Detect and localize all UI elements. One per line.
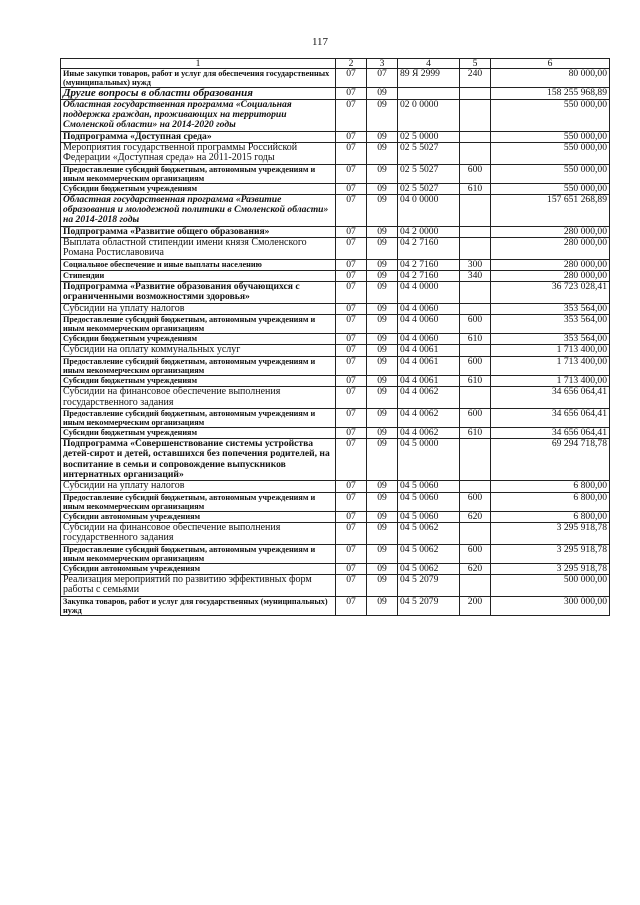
target-article-cell: 04 5 0000 (398, 439, 460, 481)
section-code-cell: 07 (336, 183, 367, 194)
section-code-cell: 07 (336, 574, 367, 596)
table-row (61, 69, 610, 88)
subsection-code-cell: 09 (367, 142, 398, 164)
amount-cell: 1 713 400,00 (491, 375, 610, 386)
row-name-cell: Подпрограмма «Доступная среда» (61, 131, 336, 142)
target-article-cell: 04 4 0061 (398, 356, 460, 375)
row-name-cell: Субсидии на финансовое обеспечение выполнения государственного задания (61, 522, 336, 544)
section-code-cell: 07 (336, 142, 367, 164)
section-code-cell: 07 (336, 375, 367, 386)
subsection-code-cell: 09 (367, 596, 398, 615)
row-name-cell: Субсидии бюджетным учреждениям (61, 375, 336, 386)
subsection-code-cell: 09 (367, 522, 398, 544)
section-code-cell: 07 (336, 409, 367, 428)
target-article-cell: 04 5 0062 (398, 544, 460, 563)
table-row (61, 195, 610, 227)
column-header: 1 (61, 59, 336, 69)
expense-type-cell (460, 226, 491, 237)
table-row (61, 303, 610, 315)
expense-type-cell: 610 (460, 375, 491, 386)
budget-table (60, 58, 610, 616)
target-article-cell: 04 4 0061 (398, 375, 460, 386)
section-code-cell: 07 (336, 271, 367, 282)
row-name-cell: Предоставление субсидий бюджетным, автономным учреждениям и иным некоммерческим организациям (61, 544, 336, 563)
expense-type-cell: 610 (460, 428, 491, 439)
table-row (61, 544, 610, 563)
target-article-cell: 89 Я 2999 (398, 69, 460, 88)
amount-cell: 550 000,00 (491, 131, 610, 142)
column-header: 4 (398, 59, 460, 69)
expense-type-cell: 300 (460, 259, 491, 270)
subsection-code-cell: 09 (367, 282, 398, 303)
row-name-cell: Предоставление субсидий бюджетным, автономным учреждениям и иным некоммерческим организациям (61, 356, 336, 375)
expense-type-cell: 600 (460, 409, 491, 428)
amount-cell: 157 651 268,89 (491, 195, 610, 227)
amount-cell: 1 713 400,00 (491, 345, 610, 357)
table-row (61, 334, 610, 345)
row-name-cell: Субсидии на уплату налогов (61, 303, 336, 315)
section-code-cell: 07 (336, 356, 367, 375)
section-code-cell: 07 (336, 282, 367, 303)
column-header: 6 (491, 59, 610, 69)
amount-cell: 550 000,00 (491, 183, 610, 194)
amount-cell: 6 800,00 (491, 511, 610, 522)
section-code-cell: 07 (336, 259, 367, 270)
row-name-cell: Субсидии на оплату коммунальных услуг (61, 345, 336, 357)
section-code-cell: 07 (336, 131, 367, 142)
section-code-cell: 07 (336, 226, 367, 237)
expense-type-cell (460, 481, 491, 493)
section-code-cell: 07 (336, 596, 367, 615)
row-name-cell: Областная государственная программа «Развитие образования и молодежной политики в Смоленской области» на 2014-2018 годы (61, 195, 336, 227)
subsection-code-cell: 09 (367, 428, 398, 439)
row-name-cell: Социальное обеспечение и иные выплаты населению (61, 259, 336, 270)
column-header: 5 (460, 59, 491, 69)
expense-type-cell: 620 (460, 511, 491, 522)
target-article-cell: 04 4 0062 (398, 428, 460, 439)
table-row (61, 375, 610, 386)
subsection-code-cell: 09 (367, 563, 398, 574)
section-code-cell: 07 (336, 492, 367, 511)
row-name-cell: Мероприятия государственной программы Российской Федерации «Доступная среда» на 2011-2015 годы (61, 142, 336, 164)
target-article-cell: 04 4 0060 (398, 315, 460, 334)
amount-cell: 280 000,00 (491, 237, 610, 259)
row-name-cell: Подпрограмма «Совершенствование системы устройства детей-сирот и детей, оставшихся без попечения родителей, на воспитание в семьи и сопровождение выпускников интернатных организаций» (61, 439, 336, 481)
section-code-cell: 07 (336, 164, 367, 183)
target-article-cell: 04 5 2079 (398, 574, 460, 596)
amount-cell: 6 800,00 (491, 492, 610, 511)
expense-type-cell: 610 (460, 183, 491, 194)
row-name-cell: Подпрограмма «Развитие образования обучающихся с ограниченными возможностями здоровья» (61, 282, 336, 303)
target-article-cell: 04 2 7160 (398, 237, 460, 259)
row-name-cell: Субсидии автономным учреждениям (61, 511, 336, 522)
expense-type-cell: 620 (460, 563, 491, 574)
column-header: 3 (367, 59, 398, 69)
row-name-cell: Закупка товаров, работ и услуг для государственных (муниципальных) нужд (61, 596, 336, 615)
table-row (61, 574, 610, 596)
target-article-cell: 04 5 0060 (398, 511, 460, 522)
table-row (61, 271, 610, 282)
section-code-cell: 07 (336, 522, 367, 544)
table-row (61, 511, 610, 522)
expense-type-cell (460, 131, 491, 142)
expense-type-cell (460, 574, 491, 596)
table-row (61, 563, 610, 574)
row-name-cell: Субсидии на уплату налогов (61, 481, 336, 493)
amount-cell: 34 656 064,41 (491, 387, 610, 409)
target-article-cell (398, 88, 460, 100)
table-row (61, 428, 610, 439)
target-article-cell: 04 5 2079 (398, 596, 460, 615)
section-code-cell: 07 (336, 334, 367, 345)
section-code-cell: 07 (336, 439, 367, 481)
table-row (61, 345, 610, 357)
section-code-cell: 07 (336, 69, 367, 88)
table-row (61, 100, 610, 132)
amount-cell: 353 564,00 (491, 315, 610, 334)
subsection-code-cell: 09 (367, 439, 398, 481)
subsection-code-cell: 09 (367, 183, 398, 194)
expense-type-cell (460, 303, 491, 315)
target-article-cell: 04 2 0000 (398, 226, 460, 237)
expense-type-cell: 600 (460, 492, 491, 511)
section-code-cell: 07 (336, 481, 367, 493)
subsection-code-cell: 09 (367, 574, 398, 596)
section-code-cell: 07 (336, 428, 367, 439)
row-name-cell: Другие вопросы в области образования (61, 88, 336, 100)
row-name-cell: Субсидии на финансовое обеспечение выполнения государственного задания (61, 387, 336, 409)
target-article-cell: 04 5 0060 (398, 481, 460, 493)
amount-cell: 80 000,00 (491, 69, 610, 88)
target-article-cell: 02 5 5027 (398, 164, 460, 183)
row-name-cell: Стипендии (61, 271, 336, 282)
expense-type-cell (460, 237, 491, 259)
expense-type-cell: 200 (460, 596, 491, 615)
target-article-cell: 04 0 0000 (398, 195, 460, 227)
expense-type-cell (460, 522, 491, 544)
subsection-code-cell: 09 (367, 375, 398, 386)
subsection-code-cell: 09 (367, 315, 398, 334)
subsection-code-cell: 09 (367, 345, 398, 357)
section-code-cell: 07 (336, 195, 367, 227)
row-name-cell: Областная государственная программа «Социальная поддержка граждан, проживающих на территории Смоленской области» на 2014-2020 годы (61, 100, 336, 132)
subsection-code-cell: 09 (367, 271, 398, 282)
section-code-cell: 07 (336, 544, 367, 563)
expense-type-cell: 240 (460, 69, 491, 88)
row-name-cell: Предоставление субсидий бюджетным, автономным учреждениям и иным некоммерческим организациям (61, 164, 336, 183)
row-name-cell: Предоставление субсидий бюджетным, автономным учреждениям и иным некоммерческим организациям (61, 492, 336, 511)
row-name-cell: Предоставление субсидий бюджетным, автономным учреждениям и иным некоммерческим организациям (61, 409, 336, 428)
target-article-cell: 04 4 0060 (398, 334, 460, 345)
expense-type-cell (460, 88, 491, 100)
target-article-cell: 04 2 7160 (398, 271, 460, 282)
amount-cell: 300 000,00 (491, 596, 610, 615)
amount-cell: 280 000,00 (491, 271, 610, 282)
section-code-cell: 07 (336, 303, 367, 315)
section-code-cell: 07 (336, 345, 367, 357)
table-row (61, 282, 610, 303)
table-row (61, 439, 610, 481)
table-row (61, 142, 610, 164)
subsection-code-cell: 09 (367, 131, 398, 142)
table-row (61, 492, 610, 511)
row-name-cell: Подпрограмма «Развитие общего образования» (61, 226, 336, 237)
subsection-code-cell: 09 (367, 387, 398, 409)
table-row (61, 409, 610, 428)
expense-type-cell (460, 100, 491, 132)
amount-cell: 36 723 028,41 (491, 282, 610, 303)
subsection-code-cell: 09 (367, 409, 398, 428)
amount-cell: 550 000,00 (491, 164, 610, 183)
section-code-cell: 07 (336, 100, 367, 132)
table-row (61, 356, 610, 375)
amount-cell: 3 295 918,78 (491, 522, 610, 544)
subsection-code-cell: 09 (367, 259, 398, 270)
expense-type-cell: 600 (460, 544, 491, 563)
table-row (61, 183, 610, 194)
target-article-cell: 04 4 0060 (398, 303, 460, 315)
target-article-cell: 04 2 7160 (398, 259, 460, 270)
amount-cell: 550 000,00 (491, 142, 610, 164)
row-name-cell: Реализация мероприятий по развитию эффективных форм работы с семьями (61, 574, 336, 596)
table-row (61, 522, 610, 544)
target-article-cell: 04 5 0062 (398, 522, 460, 544)
subsection-code-cell: 09 (367, 481, 398, 493)
subsection-code-cell: 09 (367, 164, 398, 183)
section-code-cell: 07 (336, 387, 367, 409)
amount-cell: 550 000,00 (491, 100, 610, 132)
column-header: 2 (336, 59, 367, 69)
subsection-code-cell: 09 (367, 226, 398, 237)
subsection-code-cell: 09 (367, 511, 398, 522)
table-row (61, 131, 610, 142)
amount-cell: 3 295 918,78 (491, 544, 610, 563)
table-header-row (61, 59, 610, 69)
table-row (61, 315, 610, 334)
amount-cell: 1 713 400,00 (491, 356, 610, 375)
expense-type-cell: 600 (460, 164, 491, 183)
row-name-cell: Субсидии бюджетным учреждениям (61, 183, 336, 194)
expense-type-cell (460, 439, 491, 481)
section-code-cell: 07 (336, 511, 367, 522)
target-article-cell: 02 5 5027 (398, 183, 460, 194)
subsection-code-cell: 09 (367, 195, 398, 227)
amount-cell: 3 295 918,78 (491, 563, 610, 574)
subsection-code-cell: 09 (367, 544, 398, 563)
target-article-cell: 04 5 0062 (398, 563, 460, 574)
target-article-cell: 04 5 0060 (398, 492, 460, 511)
target-article-cell: 04 4 0062 (398, 409, 460, 428)
amount-cell: 280 000,00 (491, 259, 610, 270)
table-row (61, 237, 610, 259)
amount-cell: 280 000,00 (491, 226, 610, 237)
target-article-cell: 02 5 0000 (398, 131, 460, 142)
table-row (61, 596, 610, 615)
table-row (61, 259, 610, 270)
table-row (61, 226, 610, 237)
expense-type-cell (460, 387, 491, 409)
subsection-code-cell: 09 (367, 492, 398, 511)
table-row (61, 88, 610, 100)
subsection-code-cell: 09 (367, 237, 398, 259)
amount-cell: 6 800,00 (491, 481, 610, 493)
target-article-cell: 04 4 0061 (398, 345, 460, 357)
row-name-cell: Субсидии бюджетным учреждениям (61, 334, 336, 345)
table-row (61, 387, 610, 409)
target-article-cell: 04 4 0062 (398, 387, 460, 409)
section-code-cell: 07 (336, 88, 367, 100)
section-code-cell: 07 (336, 237, 367, 259)
table-row (61, 481, 610, 493)
amount-cell: 500 000,00 (491, 574, 610, 596)
amount-cell: 34 656 064,41 (491, 428, 610, 439)
target-article-cell: 02 0 0000 (398, 100, 460, 132)
table-row (61, 164, 610, 183)
expense-type-cell: 600 (460, 315, 491, 334)
target-article-cell: 02 5 5027 (398, 142, 460, 164)
expense-type-cell: 600 (460, 356, 491, 375)
subsection-code-cell: 09 (367, 88, 398, 100)
expense-type-cell: 340 (460, 271, 491, 282)
amount-cell: 353 564,00 (491, 303, 610, 315)
section-code-cell: 07 (336, 315, 367, 334)
amount-cell: 158 255 968,89 (491, 88, 610, 100)
subsection-code-cell: 09 (367, 100, 398, 132)
subsection-code-cell: 09 (367, 356, 398, 375)
expense-type-cell (460, 282, 491, 303)
subsection-code-cell: 09 (367, 334, 398, 345)
row-name-cell: Выплата областной стипендии имени князя Смоленского Романа Ростиславовича (61, 237, 336, 259)
subsection-code-cell: 07 (367, 69, 398, 88)
expense-type-cell (460, 142, 491, 164)
subsection-code-cell: 09 (367, 303, 398, 315)
amount-cell: 353 564,00 (491, 334, 610, 345)
row-name-cell: Субсидии бюджетным учреждениям (61, 428, 336, 439)
amount-cell: 34 656 064,41 (491, 409, 610, 428)
section-code-cell: 07 (336, 563, 367, 574)
expense-type-cell: 610 (460, 334, 491, 345)
expense-type-cell (460, 345, 491, 357)
expense-type-cell (460, 195, 491, 227)
row-name-cell: Иные закупки товаров, работ и услуг для обеспечения государственных (муниципальных) нужд (61, 69, 336, 88)
page-number: 117 (311, 36, 329, 48)
amount-cell: 69 294 718,78 (491, 439, 610, 481)
target-article-cell: 04 4 0000 (398, 282, 460, 303)
row-name-cell: Субсидии автономным учреждениям (61, 563, 336, 574)
row-name-cell: Предоставление субсидий бюджетным, автономным учреждениям и иным некоммерческим организациям (61, 315, 336, 334)
